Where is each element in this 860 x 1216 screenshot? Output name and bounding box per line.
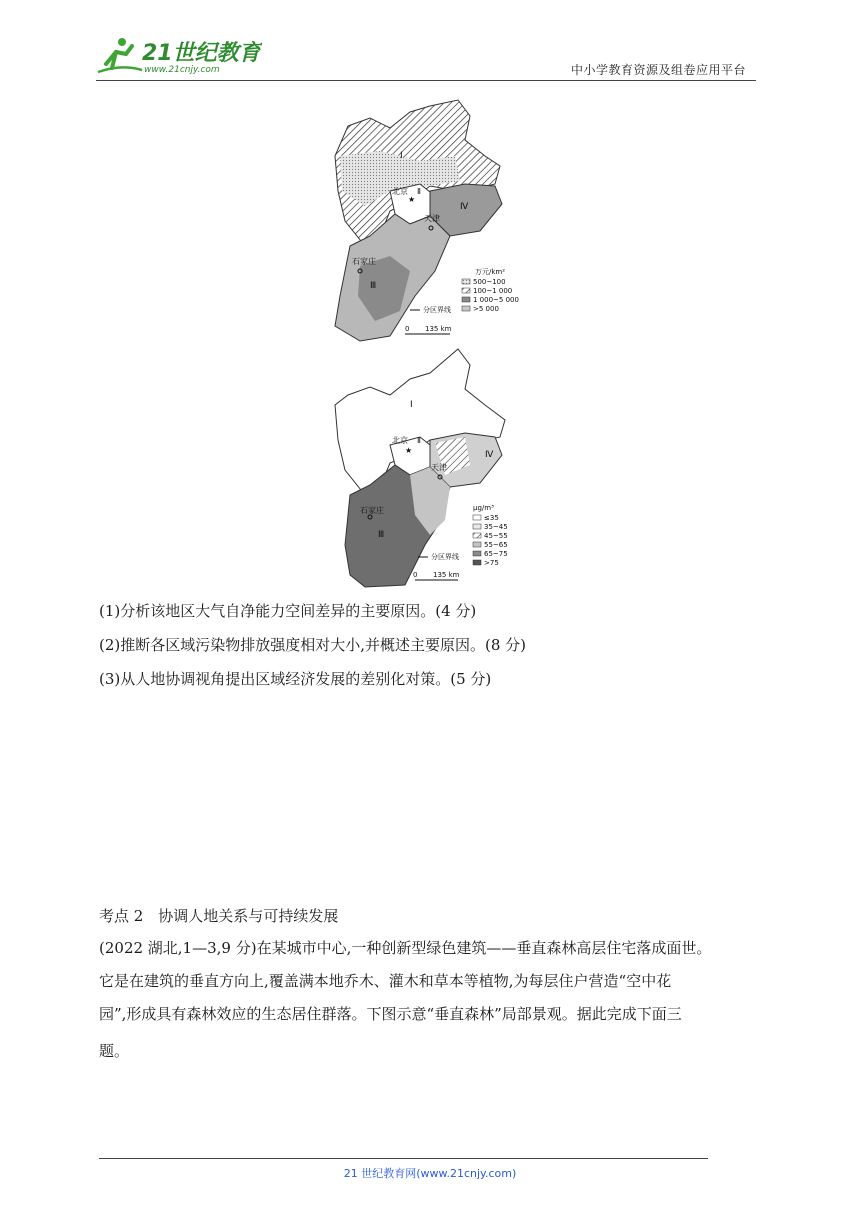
svg-text:500~100: 500~100 <box>473 278 506 286</box>
footer-divider <box>99 1158 708 1159</box>
svg-text:天津: 天津 <box>431 463 447 472</box>
question-1: (1)分析该地区大气自净能力空间差异的主要原因。(4 分) <box>99 602 477 620</box>
svg-text:北京: 北京 <box>392 436 408 445</box>
svg-text:1 000~5 000: 1 000~5 000 <box>473 296 519 304</box>
question-2: (2)推断各区域污染物排放强度相对大小,并概述主要原因。(8 分) <box>99 636 527 654</box>
svg-text:>75: >75 <box>484 559 499 567</box>
svg-text:万元/km²: 万元/km² <box>475 268 506 276</box>
site-logo <box>92 34 262 76</box>
svg-text:0: 0 <box>405 325 410 333</box>
passage-line-3: 园”,形成具有森林效应的生态居住群落。下图示意“垂直森林”局部景观。据此完成下面三 <box>99 1005 682 1023</box>
passage-line-4: 题。 <box>99 1042 130 1060</box>
svg-text:35~45: 35~45 <box>484 523 508 531</box>
svg-text:天津: 天津 <box>424 214 440 223</box>
svg-text:Ⅱ: Ⅱ <box>417 436 421 445</box>
svg-text:>5 000: >5 000 <box>473 305 499 313</box>
svg-text:≤35: ≤35 <box>484 514 499 522</box>
section-title: 考点 2 协调人地关系与可持续发展 <box>99 907 339 925</box>
region-IV-label: Ⅳ <box>485 450 494 460</box>
region-III-label: Ⅲ <box>370 281 377 291</box>
svg-text:100~1 000: 100~1 000 <box>473 287 513 295</box>
svg-text:45~55: 45~55 <box>484 532 508 540</box>
map-pm-concentration <box>330 345 536 590</box>
svg-text:北京: 北京 <box>392 187 408 196</box>
passage-line-2: 它是在建筑的垂直方向上,覆盖满本地乔木、灌木和草本等植物,为每层住户营造“空中花 <box>99 972 672 990</box>
runner-logo-icon <box>98 38 142 72</box>
region-IV-label: Ⅳ <box>460 202 469 212</box>
region-I-label: Ⅰ <box>400 151 403 161</box>
svg-text:55~65: 55~65 <box>484 541 508 549</box>
footer-link[interactable]: 21 世纪教育网(www.21cnjy.com) <box>343 1167 517 1180</box>
svg-text:石家庄: 石家庄 <box>352 257 376 266</box>
svg-text:μg/m³: μg/m³ <box>473 504 494 512</box>
logo-url: www.21cnjy.com <box>144 65 220 75</box>
platform-label: 中小学教育资源及组卷应用平台 <box>571 63 747 77</box>
svg-text:★: ★ <box>405 446 413 455</box>
svg-text:石家庄: 石家庄 <box>360 506 384 515</box>
region-I-label: Ⅰ <box>410 400 413 410</box>
svg-text:分区界线: 分区界线 <box>423 306 451 314</box>
header-divider <box>96 80 756 81</box>
svg-text:65~75: 65~75 <box>484 550 508 558</box>
svg-text:分区界线: 分区界线 <box>431 553 459 561</box>
svg-text:0: 0 <box>413 571 418 579</box>
svg-text:135 km: 135 km <box>425 325 452 333</box>
map-gdp-density <box>330 96 536 348</box>
question-3: (3)从人地协调视角提出区域经济发展的差别化对策。(5 分) <box>99 670 492 688</box>
region-III-label: Ⅲ <box>378 530 385 540</box>
svg-text:135 km: 135 km <box>433 571 460 579</box>
svg-text:★: ★ <box>408 195 416 204</box>
passage-line-1: (2022 湖北,1—3,9 分)在某城市中心,一种创新型绿色建筑——垂直森林高层住宅落成面世。 <box>99 939 712 957</box>
svg-text:Ⅱ: Ⅱ <box>417 187 421 196</box>
logo-text: 21世纪教育 <box>142 41 261 66</box>
